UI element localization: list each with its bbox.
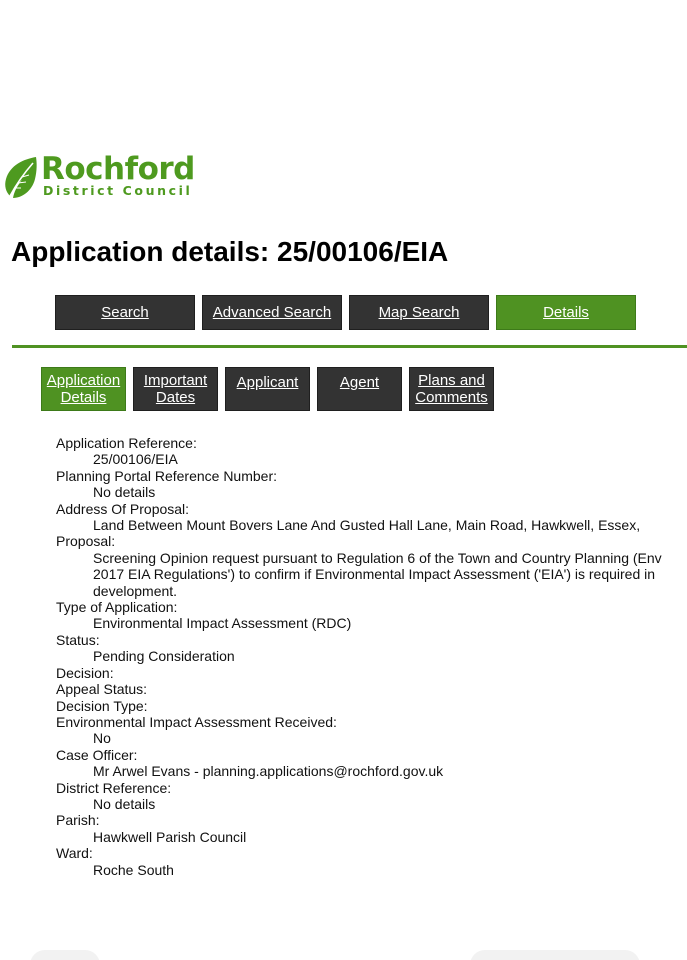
- field-label: Proposal:: [56, 533, 116, 550]
- bottom-toolbar-shadow: [470, 950, 640, 960]
- field-label: Appeal Status:: [56, 681, 148, 698]
- field-label: Decision:: [56, 664, 114, 681]
- field-label: District Reference:: [56, 779, 172, 796]
- subtab-important-dates[interactable]: [133, 367, 218, 411]
- tab-advanced-search[interactable]: Advanced Search: [202, 295, 342, 330]
- subtab-label: Plans and Comments: [415, 372, 488, 406]
- field-label: Address Of Proposal:: [56, 500, 190, 517]
- bottom-toolbar-shadow: [30, 950, 100, 960]
- field-label: Type of Application:: [56, 599, 178, 616]
- parish-value: Hawkwell Parish Council: [93, 828, 247, 845]
- planning-portal-reference-value: No details: [93, 484, 156, 501]
- subtab-label: Application Details: [46, 372, 121, 406]
- field-label: Case Officer:: [56, 746, 138, 763]
- tab-map-search[interactable]: Map Search: [349, 295, 489, 330]
- field-label: Environmental Impact Assessment Received:: [56, 713, 337, 730]
- subtab-plans-and-comments[interactable]: [409, 367, 494, 411]
- field-label: Status:: [56, 631, 100, 648]
- subtab-agent[interactable]: [317, 367, 402, 411]
- case-officer-value: Mr Arwel Evans - planning.applications@rochford.gov.uk: [93, 763, 444, 780]
- proposal-line-1: Screening Opinion request pursuant to Regulation 6 of the Town and Country Planning (Env: [93, 549, 662, 566]
- council-logo[interactable]: [2, 152, 242, 202]
- district-reference-value: No details: [93, 795, 156, 812]
- subtab-label: Applicant: [236, 374, 299, 391]
- proposal-line-3: development.: [93, 582, 178, 599]
- logo-subtitle: District Council: [43, 183, 193, 198]
- field-label: Planning Portal Reference Number:: [56, 467, 278, 484]
- type-of-application-value: Environmental Impact Assessment (RDC): [93, 615, 352, 632]
- tab-search[interactable]: Search: [55, 295, 195, 330]
- address-value: Land Between Mount Bovers Lane And Gusted Hall Lane, Main Road, Hawkwell, Essex,: [93, 517, 641, 534]
- eia-received-value: No: [93, 730, 111, 747]
- section-divider: [12, 345, 687, 348]
- logo-wordmark: Rochford: [41, 151, 195, 187]
- page-title: Application details: 25/00106/EIA: [11, 236, 449, 267]
- leaf-icon: [2, 155, 40, 199]
- application-reference-value: 25/00106/EIA: [93, 451, 178, 468]
- field-label: Ward:: [56, 845, 93, 862]
- field-label: Decision Type:: [56, 697, 148, 714]
- field-label: Application Reference:: [56, 435, 197, 451]
- subtab-label: Important Dates: [143, 372, 208, 406]
- proposal-line-2: 2017 EIA Regulations') to confirm if Environmental Impact Assessment ('EIA') is required in: [93, 566, 656, 583]
- status-value: Pending Consideration: [93, 648, 235, 665]
- tab-details[interactable]: Details: [496, 295, 636, 330]
- subtab-applicant[interactable]: [225, 367, 310, 411]
- field-label: Parish:: [56, 812, 100, 829]
- ward-value: Roche South: [93, 861, 174, 878]
- subtab-label: Agent: [339, 374, 380, 391]
- application-details-list: [56, 435, 687, 878]
- subtab-application-details[interactable]: [41, 367, 126, 411]
